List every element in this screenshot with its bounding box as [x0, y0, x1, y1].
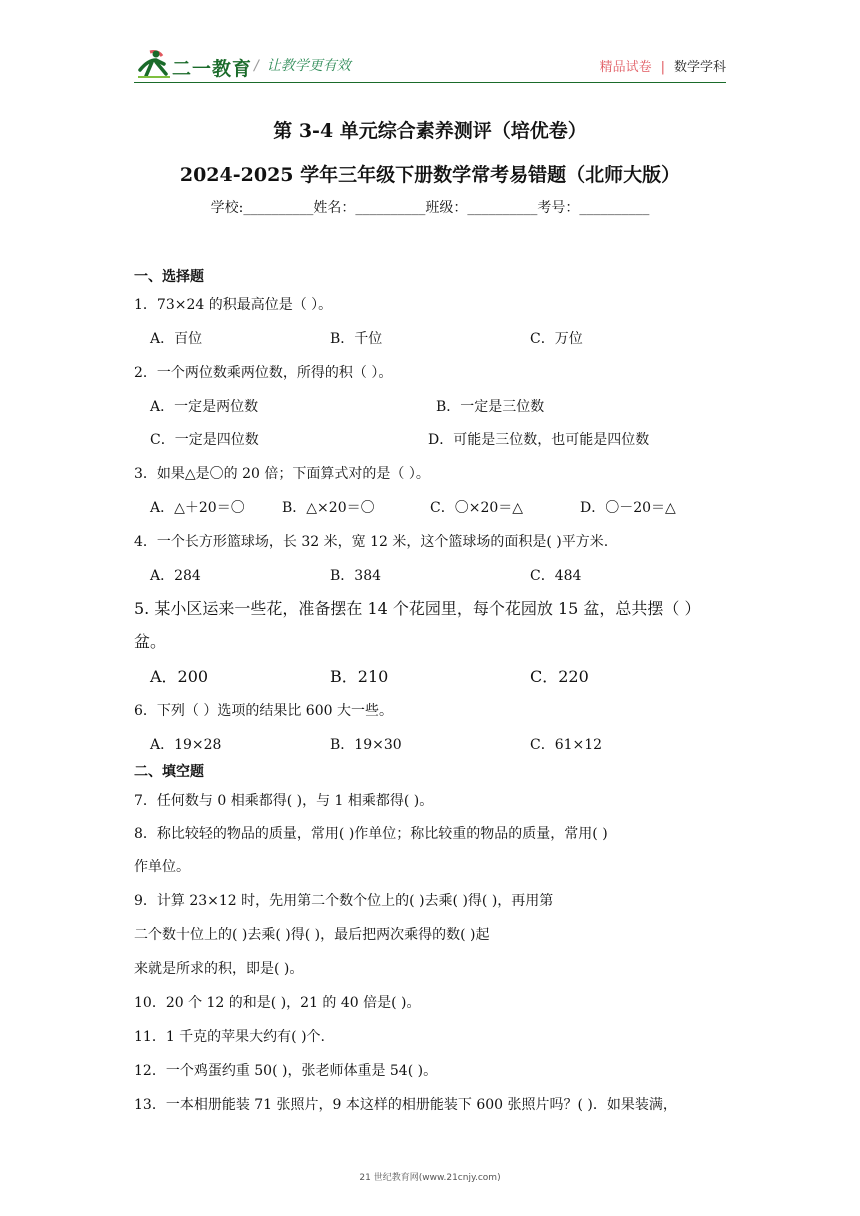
q6-stem: 6．下列（ ）选项的结果比 600 大一些。: [134, 703, 393, 719]
q3-stem: 3．如果△是〇的 20 倍；下面算式对的是（ ）。: [134, 466, 430, 482]
q4-stem: 4．一个长方形篮球场，长 32 米，宽 12 米，这个篮球场的面积是( )平方米.: [134, 534, 609, 550]
section-choice-heading: 一、选择题: [134, 269, 204, 285]
q11-text: 11．1 千克的苹果大约有( )个.: [134, 1029, 325, 1045]
q3-option-b: B．△×20＝〇: [282, 500, 375, 516]
section-fill-heading: 二、填空题: [134, 764, 204, 780]
q1-option-c: C．万位: [530, 331, 583, 347]
q1-option-b: B．千位: [330, 331, 383, 347]
q5-option-a: A．200: [150, 667, 209, 686]
q4-option-a: A．284: [150, 568, 201, 584]
page-header: [0, 0, 860, 90]
q13-text: 13．一本相册能装 71 张照片，9 本这样的相册能装下 600 张照片吗？( )．如果装满，: [134, 1097, 677, 1113]
slogan: / 让教学更有效: [254, 58, 351, 74]
q8-text: 8．称比较轻的物品的质量，常用( )作单位；称比较重的物品的质量，常用( ): [134, 826, 608, 842]
tag-subject: 数学学科: [673, 60, 726, 75]
q5-option-b: B．210: [330, 667, 389, 686]
q9-text-line2: 二个数十位上的( )去乘( )得( )，最后把两次乘得的数( )起: [134, 927, 490, 943]
q5-stem: 5. 某小区运来一些花，准备摆在 14 个花园里，每个花园放 15 盆，总共摆（ ）: [134, 599, 701, 618]
q4-option-b: B．384: [330, 568, 382, 584]
q6-option-a: A．19×28: [150, 737, 222, 753]
q9-text-line3: 来就是所求的积，即是( )。: [134, 961, 304, 977]
q3-option-a: A．△＋20＝〇: [150, 500, 245, 516]
q6-option-b: B．19×30: [330, 737, 402, 753]
q3-option-d: D．〇－20＝△: [580, 500, 676, 516]
page-title: 第 3-4 单元综合素养测评（培优卷）: [273, 120, 587, 142]
slogan-text: 让教学更有效: [266, 58, 351, 74]
q2-option-a: A．一定是两位数: [150, 399, 259, 415]
q4-option-c: C．484: [530, 568, 582, 584]
q9-text: 9．计算 23×12 时，先用第二个数个位上的( )去乘( )得( )，再用第: [134, 893, 554, 909]
page-footer: 21 世纪教育网(www.21cnjy.com): [359, 1173, 501, 1183]
page-subtitle: 2024-2025 学年三年级下册数学常考易错题（北师大版）: [179, 164, 681, 186]
header-divider: [134, 82, 726, 83]
q6-option-c: C．61×12: [530, 737, 603, 753]
q2-option-d: D．可能是三位数，也可能是四位数: [428, 432, 650, 448]
header-tags: 精品试卷 | 数学学科: [599, 60, 726, 75]
q5-stem-continued: 盆。: [134, 632, 167, 651]
q1-stem: 1．73×24 的积最高位是（ ）。: [134, 297, 333, 313]
q2-option-c: C．一定是四位数: [150, 432, 259, 448]
q12-text: 12．一个鸡蛋约重 50( )，张老师体重是 54( )。: [134, 1063, 438, 1079]
q1-option-a: A．百位: [150, 331, 203, 347]
q8-text-continued: 作单位。: [134, 859, 190, 875]
tag-premium: 精品试卷: [599, 60, 652, 75]
logo-text: 二一教育: [172, 58, 253, 80]
q10-text: 10．20 个 12 的和是( )，21 的 40 倍是( )。: [134, 995, 421, 1011]
q2-stem: 2．一个两位数乘两位数，所得的积（ ）。: [134, 365, 393, 381]
q7-text: 7．任何数与 0 相乘都得( )，与 1 相乘都得( )。: [134, 793, 434, 809]
q3-option-c: C．〇×20＝△: [430, 500, 524, 516]
q5-option-c: C．220: [530, 667, 589, 686]
student-info-line: 学校:__________姓名：__________班级：__________考号：__________: [210, 200, 650, 216]
q2-option-b: B．一定是三位数: [436, 399, 545, 415]
